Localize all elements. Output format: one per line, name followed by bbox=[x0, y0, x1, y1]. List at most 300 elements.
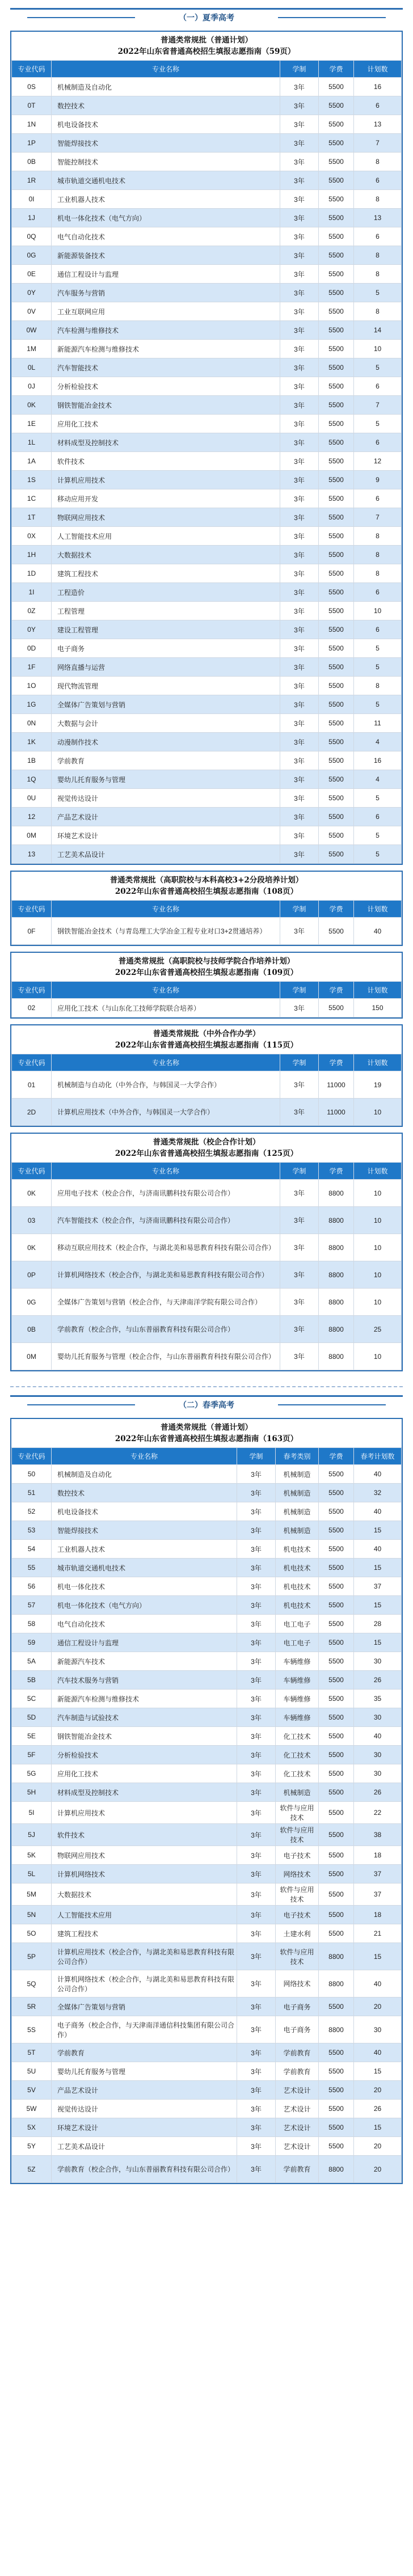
cell-years: 3年 bbox=[280, 808, 319, 826]
cell-plan: 19 bbox=[354, 1071, 402, 1099]
table-row bbox=[12, 471, 402, 489]
cell-years: 3年 bbox=[280, 770, 319, 789]
cell-major-name: 物联网应用技术 bbox=[52, 508, 280, 527]
table-row bbox=[12, 246, 402, 265]
cell-years: 3年 bbox=[280, 620, 319, 639]
column-header-years: 学制 bbox=[237, 1448, 276, 1465]
cell-years: 3年 bbox=[280, 658, 319, 677]
table-row bbox=[12, 1924, 402, 1943]
table-header-row bbox=[12, 1448, 402, 1465]
section-title: （一）夏季高考 bbox=[179, 13, 234, 23]
cell-category: 电子商务 bbox=[276, 2016, 319, 2043]
cell-years: 3年 bbox=[280, 489, 319, 508]
cell-plan: 10 bbox=[354, 1207, 402, 1234]
table-row bbox=[12, 789, 402, 808]
cell-plan: 8 bbox=[354, 246, 402, 265]
cell-major-name: 应用化工技术 bbox=[52, 1764, 237, 1783]
table-row bbox=[12, 826, 402, 845]
cell-major-name: 人工智能技术应用 bbox=[52, 1906, 237, 1924]
cell-fee: 5500 bbox=[319, 1690, 354, 1708]
cell-fee: 5500 bbox=[319, 284, 354, 302]
cell-years: 3年 bbox=[280, 845, 319, 864]
cell-code: 0U bbox=[12, 789, 52, 808]
cell-years: 3年 bbox=[237, 1577, 276, 1596]
cell-major-name: 大数据与会计 bbox=[52, 714, 280, 733]
table-row bbox=[12, 733, 402, 751]
table-row bbox=[12, 770, 402, 789]
cell-major-name: 钢铁智能冶金技术 bbox=[52, 396, 280, 415]
plan-table bbox=[11, 1162, 402, 1370]
cell-plan: 13 bbox=[354, 115, 402, 134]
table-row bbox=[12, 321, 402, 340]
cell-major-name: 计算机网络技术（校企合作，与湖北美和易思教育科技有限公司合作） bbox=[52, 1970, 237, 1998]
table-row bbox=[12, 1708, 402, 1727]
block-title: 普通类常规批（高职院校与本科高校3+2分段培养计划） bbox=[109, 876, 304, 885]
cell-category: 机械制造 bbox=[276, 1465, 319, 1484]
cell-fee: 5500 bbox=[319, 78, 354, 96]
table-row bbox=[12, 377, 402, 396]
plan-table bbox=[11, 1054, 402, 1126]
cell-plan: 5 bbox=[354, 415, 402, 433]
cell-category: 网络技术 bbox=[276, 1970, 319, 1998]
cell-years: 3年 bbox=[280, 918, 319, 945]
cell-fee: 5500 bbox=[319, 115, 354, 134]
table-row bbox=[12, 1289, 402, 1316]
table-row bbox=[12, 358, 402, 377]
cell-plan: 18 bbox=[354, 1846, 402, 1865]
column-header-name: 专业名称 bbox=[52, 1448, 237, 1465]
cell-category: 艺术设计 bbox=[276, 2081, 319, 2100]
cell-code: 1O bbox=[12, 677, 52, 695]
table-row bbox=[12, 1465, 402, 1484]
cell-code: 1N bbox=[12, 115, 52, 134]
block-subtitle: 2022年山东省普通高校招生填报志愿指南（108页） bbox=[115, 887, 298, 896]
cell-code: 0K bbox=[12, 1180, 52, 1207]
cell-code: 5U bbox=[12, 2062, 52, 2081]
cell-code: 5W bbox=[12, 2100, 52, 2118]
cell-major-name: 智能焊接技术 bbox=[52, 1521, 237, 1540]
cell-years: 3年 bbox=[280, 115, 319, 134]
cell-fee: 5500 bbox=[319, 190, 354, 209]
cell-major-name: 电子商务 bbox=[52, 639, 280, 658]
cell-plan: 5 bbox=[354, 284, 402, 302]
cell-code: 5Z bbox=[12, 2156, 52, 2183]
cell-category: 软件与应用技术 bbox=[276, 1802, 319, 1824]
table-row bbox=[12, 452, 402, 471]
cell-fee: 5500 bbox=[319, 583, 354, 602]
cell-plan: 16 bbox=[354, 751, 402, 770]
cell-code: 0F bbox=[12, 918, 52, 945]
cell-major-name: 视觉传达设计 bbox=[52, 789, 280, 808]
cell-major-name: 计算机应用技术 bbox=[52, 1802, 237, 1824]
cell-major-name: 学前教育（校企合作，与山东普丽教育科技有限公司合作） bbox=[52, 2156, 237, 2183]
cell-plan: 6 bbox=[354, 620, 402, 639]
cell-years: 3年 bbox=[280, 284, 319, 302]
cell-major-name: 视觉传达设计 bbox=[52, 2100, 237, 2118]
cell-years: 3年 bbox=[280, 546, 319, 564]
table-header-row bbox=[12, 982, 402, 999]
cell-fee: 5500 bbox=[319, 1865, 354, 1884]
cell-category: 车辆维修 bbox=[276, 1708, 319, 1727]
cell-plan: 5 bbox=[354, 639, 402, 658]
cell-fee: 5500 bbox=[319, 1502, 354, 1521]
cell-plan: 6 bbox=[354, 808, 402, 826]
cell-category: 土建水利 bbox=[276, 1924, 319, 1943]
cell-major-name: 汽车制造与试验技术 bbox=[52, 1708, 237, 1727]
cell-plan: 4 bbox=[354, 770, 402, 789]
cell-years: 3年 bbox=[237, 1783, 276, 1802]
table-row bbox=[12, 620, 402, 639]
cell-fee: 5500 bbox=[319, 340, 354, 358]
block-title: 普通类常规批（中外合作办学） bbox=[153, 1029, 260, 1038]
plan-table bbox=[11, 900, 402, 945]
cell-code: 5O bbox=[12, 1924, 52, 1943]
cell-fee: 5500 bbox=[319, 377, 354, 396]
cell-fee: 5500 bbox=[319, 695, 354, 714]
column-header-years: 学制 bbox=[280, 982, 319, 999]
table-header-row bbox=[12, 901, 402, 918]
cell-years: 3年 bbox=[280, 602, 319, 620]
cell-major-name: 机电设备技术 bbox=[52, 115, 280, 134]
table-row bbox=[12, 489, 402, 508]
cell-fee: 5500 bbox=[319, 265, 354, 284]
cell-years: 3年 bbox=[237, 1802, 276, 1824]
cell-major-name: 机电一体化技术（电气方向） bbox=[52, 1596, 237, 1615]
cell-plan: 25 bbox=[354, 1316, 402, 1343]
cell-fee: 5500 bbox=[319, 2062, 354, 2081]
cell-code: 5E bbox=[12, 1727, 52, 1746]
cell-code: 50 bbox=[12, 1465, 52, 1484]
cell-fee: 5500 bbox=[319, 471, 354, 489]
cell-code: 0V bbox=[12, 302, 52, 321]
table-row bbox=[12, 1071, 402, 1099]
table-row bbox=[12, 2043, 402, 2062]
cell-major-name: 现代物流管理 bbox=[52, 677, 280, 695]
cell-fee: 5500 bbox=[319, 2118, 354, 2137]
cell-years: 3年 bbox=[237, 1824, 276, 1846]
cell-years: 3年 bbox=[237, 2043, 276, 2062]
cell-fee: 5500 bbox=[319, 1824, 354, 1846]
table-row bbox=[12, 433, 402, 452]
column-header-fee: 学费 bbox=[319, 61, 354, 78]
cell-years: 3年 bbox=[280, 321, 319, 340]
cell-category: 网络技术 bbox=[276, 1865, 319, 1884]
cell-years: 3年 bbox=[280, 153, 319, 171]
cell-code: 0K bbox=[12, 1234, 52, 1261]
cell-major-name: 城市轨道交通机电技术 bbox=[52, 1559, 237, 1577]
table-row bbox=[12, 527, 402, 546]
table-row bbox=[12, 1671, 402, 1690]
column-header-code: 专业代码 bbox=[12, 982, 52, 999]
table-row bbox=[12, 1998, 402, 2016]
cell-fee: 8800 bbox=[319, 1289, 354, 1316]
plan-table-block bbox=[10, 1133, 403, 1371]
table-row bbox=[12, 1943, 402, 1970]
cell-code: 0W bbox=[12, 321, 52, 340]
cell-plan: 10 bbox=[354, 1343, 402, 1370]
cell-plan: 5 bbox=[354, 358, 402, 377]
column-header-class: 春考类别 bbox=[276, 1448, 319, 1465]
cell-years: 3年 bbox=[237, 1615, 276, 1633]
cell-fee: 5500 bbox=[319, 2043, 354, 2062]
block-title: 普通类常规批（普通计划） bbox=[161, 1423, 252, 1432]
cell-code: 5K bbox=[12, 1846, 52, 1865]
cell-major-name: 计算机应用技术 bbox=[52, 471, 280, 489]
cell-code: 1C bbox=[12, 489, 52, 508]
table-header-row bbox=[12, 61, 402, 78]
table-row bbox=[12, 583, 402, 602]
cell-years: 3年 bbox=[237, 1924, 276, 1943]
cell-code: 1J bbox=[12, 209, 52, 227]
cell-major-name: 汽车技术服务与营销 bbox=[52, 1671, 237, 1690]
cell-fee: 5500 bbox=[319, 527, 354, 546]
cell-major-name: 环境艺术设计 bbox=[52, 826, 280, 845]
cell-major-name: 新能源汽车检测与维修技术 bbox=[52, 340, 280, 358]
cell-plan: 7 bbox=[354, 396, 402, 415]
cell-major-name: 工艺美术品设计 bbox=[52, 2137, 237, 2156]
cell-plan: 6 bbox=[354, 227, 402, 246]
block-subtitle: 2022年山东省普通高校招生填报志愿指南（125页） bbox=[115, 1149, 298, 1158]
table-row bbox=[12, 546, 402, 564]
table-row bbox=[12, 1484, 402, 1502]
cell-fee: 5500 bbox=[319, 433, 354, 452]
table-row bbox=[12, 396, 402, 415]
cell-code: 12 bbox=[12, 808, 52, 826]
section-title: （二）春季高考 bbox=[179, 1400, 234, 1410]
cell-plan: 20 bbox=[354, 2081, 402, 2100]
cell-fee: 5500 bbox=[319, 620, 354, 639]
cell-plan: 10 bbox=[354, 1234, 402, 1261]
cell-years: 3年 bbox=[280, 527, 319, 546]
cell-plan: 20 bbox=[354, 2156, 402, 2183]
summer-section-header bbox=[10, 8, 403, 25]
cell-years: 3年 bbox=[280, 171, 319, 190]
table-row bbox=[12, 209, 402, 227]
cell-code: 1E bbox=[12, 415, 52, 433]
cell-years: 3年 bbox=[237, 2062, 276, 2081]
table-row bbox=[12, 1180, 402, 1207]
cell-fee: 5500 bbox=[319, 677, 354, 695]
cell-plan: 8 bbox=[354, 546, 402, 564]
cell-major-name: 分析检验技术 bbox=[52, 377, 280, 396]
cell-category: 艺术设计 bbox=[276, 2137, 319, 2156]
cell-fee: 5500 bbox=[319, 452, 354, 471]
cell-years: 3年 bbox=[280, 96, 319, 115]
cell-category: 车辆维修 bbox=[276, 1652, 319, 1671]
cell-code: 58 bbox=[12, 1615, 52, 1633]
cell-code: 0B bbox=[12, 1316, 52, 1343]
plan-table bbox=[11, 981, 402, 1017]
cell-plan: 8 bbox=[354, 677, 402, 695]
table-header-row bbox=[12, 1163, 402, 1180]
title-rule bbox=[27, 1404, 135, 1405]
cell-category: 软件与应用技术 bbox=[276, 1824, 319, 1846]
table-row bbox=[12, 1261, 402, 1289]
cell-code: 57 bbox=[12, 1596, 52, 1615]
table-row bbox=[12, 96, 402, 115]
cell-fee: 5500 bbox=[319, 918, 354, 945]
column-header-years: 学制 bbox=[280, 1054, 319, 1071]
cell-code: 0Z bbox=[12, 602, 52, 620]
cell-years: 3年 bbox=[280, 78, 319, 96]
cell-category: 学前教育 bbox=[276, 2062, 319, 2081]
table-row bbox=[12, 2062, 402, 2081]
cell-years: 3年 bbox=[237, 1671, 276, 1690]
cell-major-name: 学前教育（校企合作，与山东普丽教育科技有限公司合作） bbox=[52, 1316, 280, 1343]
table-row bbox=[12, 2137, 402, 2156]
cell-years: 3年 bbox=[280, 227, 319, 246]
cell-plan: 26 bbox=[354, 2100, 402, 2118]
cell-code: 5H bbox=[12, 1783, 52, 1802]
cell-plan: 38 bbox=[354, 1824, 402, 1846]
cell-years: 3年 bbox=[237, 2100, 276, 2118]
cell-fee: 5500 bbox=[319, 358, 354, 377]
cell-major-name: 工程造价 bbox=[52, 583, 280, 602]
cell-plan: 10 bbox=[354, 1180, 402, 1207]
cell-plan: 37 bbox=[354, 1577, 402, 1596]
cell-fee: 5500 bbox=[319, 733, 354, 751]
block-subtitle: 2022年山东省普通高校招生填报志愿指南（59页） bbox=[117, 47, 296, 56]
cell-fee: 8800 bbox=[319, 1180, 354, 1207]
column-header-plan: 计划数 bbox=[354, 61, 402, 78]
cell-plan: 13 bbox=[354, 209, 402, 227]
cell-code: 1F bbox=[12, 658, 52, 677]
table-row bbox=[12, 1099, 402, 1126]
cell-plan: 30 bbox=[354, 1746, 402, 1764]
cell-plan: 10 bbox=[354, 1261, 402, 1289]
cell-major-name: 全媒体广告策划与营销 bbox=[52, 1998, 237, 2016]
table-row bbox=[12, 1207, 402, 1234]
cell-category: 学前教育 bbox=[276, 2043, 319, 2062]
cell-years: 3年 bbox=[280, 471, 319, 489]
cell-plan: 35 bbox=[354, 1690, 402, 1708]
cell-years: 3年 bbox=[280, 1207, 319, 1234]
table-row bbox=[12, 78, 402, 96]
cell-code: 1H bbox=[12, 546, 52, 564]
cell-category: 电工电子 bbox=[276, 1615, 319, 1633]
cell-code: 1L bbox=[12, 433, 52, 452]
cell-code: 0Y bbox=[12, 620, 52, 639]
table-row bbox=[12, 1521, 402, 1540]
cell-code: 5R bbox=[12, 1998, 52, 2016]
cell-plan: 15 bbox=[354, 1596, 402, 1615]
cell-years: 3年 bbox=[237, 2081, 276, 2100]
cell-fee: 5500 bbox=[319, 489, 354, 508]
cell-major-name: 工业互联网应用 bbox=[52, 302, 280, 321]
table-row bbox=[12, 2100, 402, 2118]
cell-years: 3年 bbox=[237, 1484, 276, 1502]
cell-major-name: 新能源装备技术 bbox=[52, 246, 280, 265]
column-header-name: 专业名称 bbox=[52, 61, 280, 78]
cell-category: 电子技术 bbox=[276, 1906, 319, 1924]
cell-fee: 5500 bbox=[319, 96, 354, 115]
cell-category: 电子技术 bbox=[276, 1846, 319, 1865]
cell-fee: 5500 bbox=[319, 1906, 354, 1924]
column-header-fee: 学费 bbox=[319, 1163, 354, 1180]
cell-plan: 40 bbox=[354, 1970, 402, 1998]
cell-fee: 5500 bbox=[319, 999, 354, 1017]
cell-major-name: 电子商务（校企合作，与天津南洋通信科技集团有限公司合作） bbox=[52, 2016, 237, 2043]
column-header-code: 专业代码 bbox=[12, 901, 52, 918]
cell-years: 3年 bbox=[280, 340, 319, 358]
table-row bbox=[12, 1596, 402, 1615]
cell-major-name: 婴幼儿托育服务与管理（校企合作，与山东普丽教育科技有限公司合作） bbox=[52, 1343, 280, 1370]
cell-fee: 8800 bbox=[319, 1943, 354, 1970]
cell-category: 机电技术 bbox=[276, 1559, 319, 1577]
cell-plan: 15 bbox=[354, 2062, 402, 2081]
cell-fee: 5500 bbox=[319, 564, 354, 583]
table-row bbox=[12, 2081, 402, 2100]
cell-major-name: 学前教育 bbox=[52, 2043, 237, 2062]
cell-major-name: 通信工程设计与监理 bbox=[52, 1633, 237, 1652]
cell-plan: 8 bbox=[354, 527, 402, 546]
table-row bbox=[12, 115, 402, 134]
cell-years: 3年 bbox=[280, 677, 319, 695]
cell-years: 3年 bbox=[237, 1652, 276, 1671]
cell-major-name: 智能焊接技术 bbox=[52, 134, 280, 153]
cell-plan: 40 bbox=[354, 1727, 402, 1746]
cell-major-name: 学前教育 bbox=[52, 751, 280, 770]
cell-code: 55 bbox=[12, 1559, 52, 1577]
table-row bbox=[12, 508, 402, 527]
column-header-fee: 学费 bbox=[319, 901, 354, 918]
cell-major-name: 婴幼儿托育服务与管理 bbox=[52, 770, 280, 789]
cell-code: 5B bbox=[12, 1671, 52, 1690]
cell-years: 3年 bbox=[237, 1884, 276, 1906]
table-row bbox=[12, 1502, 402, 1521]
table-row bbox=[12, 2016, 402, 2043]
cell-years: 3年 bbox=[280, 1234, 319, 1261]
title-rule bbox=[278, 1404, 386, 1405]
block-subtitle: 2022年山东省普通高校招生填报志愿指南（109页） bbox=[115, 968, 298, 977]
column-header-name: 专业名称 bbox=[52, 982, 280, 999]
cell-plan: 4 bbox=[354, 733, 402, 751]
cell-code: 1P bbox=[12, 134, 52, 153]
cell-code: 0L bbox=[12, 358, 52, 377]
table-row bbox=[12, 658, 402, 677]
cell-plan: 15 bbox=[354, 1943, 402, 1970]
cell-category: 化工技术 bbox=[276, 1727, 319, 1746]
table-row bbox=[12, 1343, 402, 1370]
cell-major-name: 工业机器人技术 bbox=[52, 1540, 237, 1559]
cell-fee: 5500 bbox=[319, 1521, 354, 1540]
cell-major-name: 机电一体化技术（电气方向） bbox=[52, 209, 280, 227]
table-row bbox=[12, 1615, 402, 1633]
cell-code: 5C bbox=[12, 1690, 52, 1708]
title-rule bbox=[27, 17, 135, 18]
table-row bbox=[12, 1906, 402, 1924]
cell-years: 3年 bbox=[280, 190, 319, 209]
cell-major-name: 新能源汽车检测与维修技术 bbox=[52, 1690, 237, 1708]
cell-years: 3年 bbox=[237, 1633, 276, 1652]
cell-code: 5Q bbox=[12, 1970, 52, 1998]
cell-code: 1Q bbox=[12, 770, 52, 789]
cell-category: 艺术设计 bbox=[276, 2100, 319, 2118]
cell-major-name: 新能源汽车技术 bbox=[52, 1652, 237, 1671]
cell-fee: 5500 bbox=[319, 546, 354, 564]
cell-major-name: 数控技术 bbox=[52, 1484, 237, 1502]
cell-code: 1D bbox=[12, 564, 52, 583]
cell-fee: 5500 bbox=[319, 209, 354, 227]
cell-code: 5T bbox=[12, 2043, 52, 2062]
cell-code: 2D bbox=[12, 1099, 52, 1126]
cell-major-name: 汽车检测与维修技术 bbox=[52, 321, 280, 340]
cell-plan: 9 bbox=[354, 471, 402, 489]
block-title: 普通类常规批（校企合作计划） bbox=[153, 1138, 260, 1147]
plan-table-block bbox=[10, 31, 403, 865]
table-row bbox=[12, 999, 402, 1017]
cell-fee: 5500 bbox=[319, 1802, 354, 1824]
